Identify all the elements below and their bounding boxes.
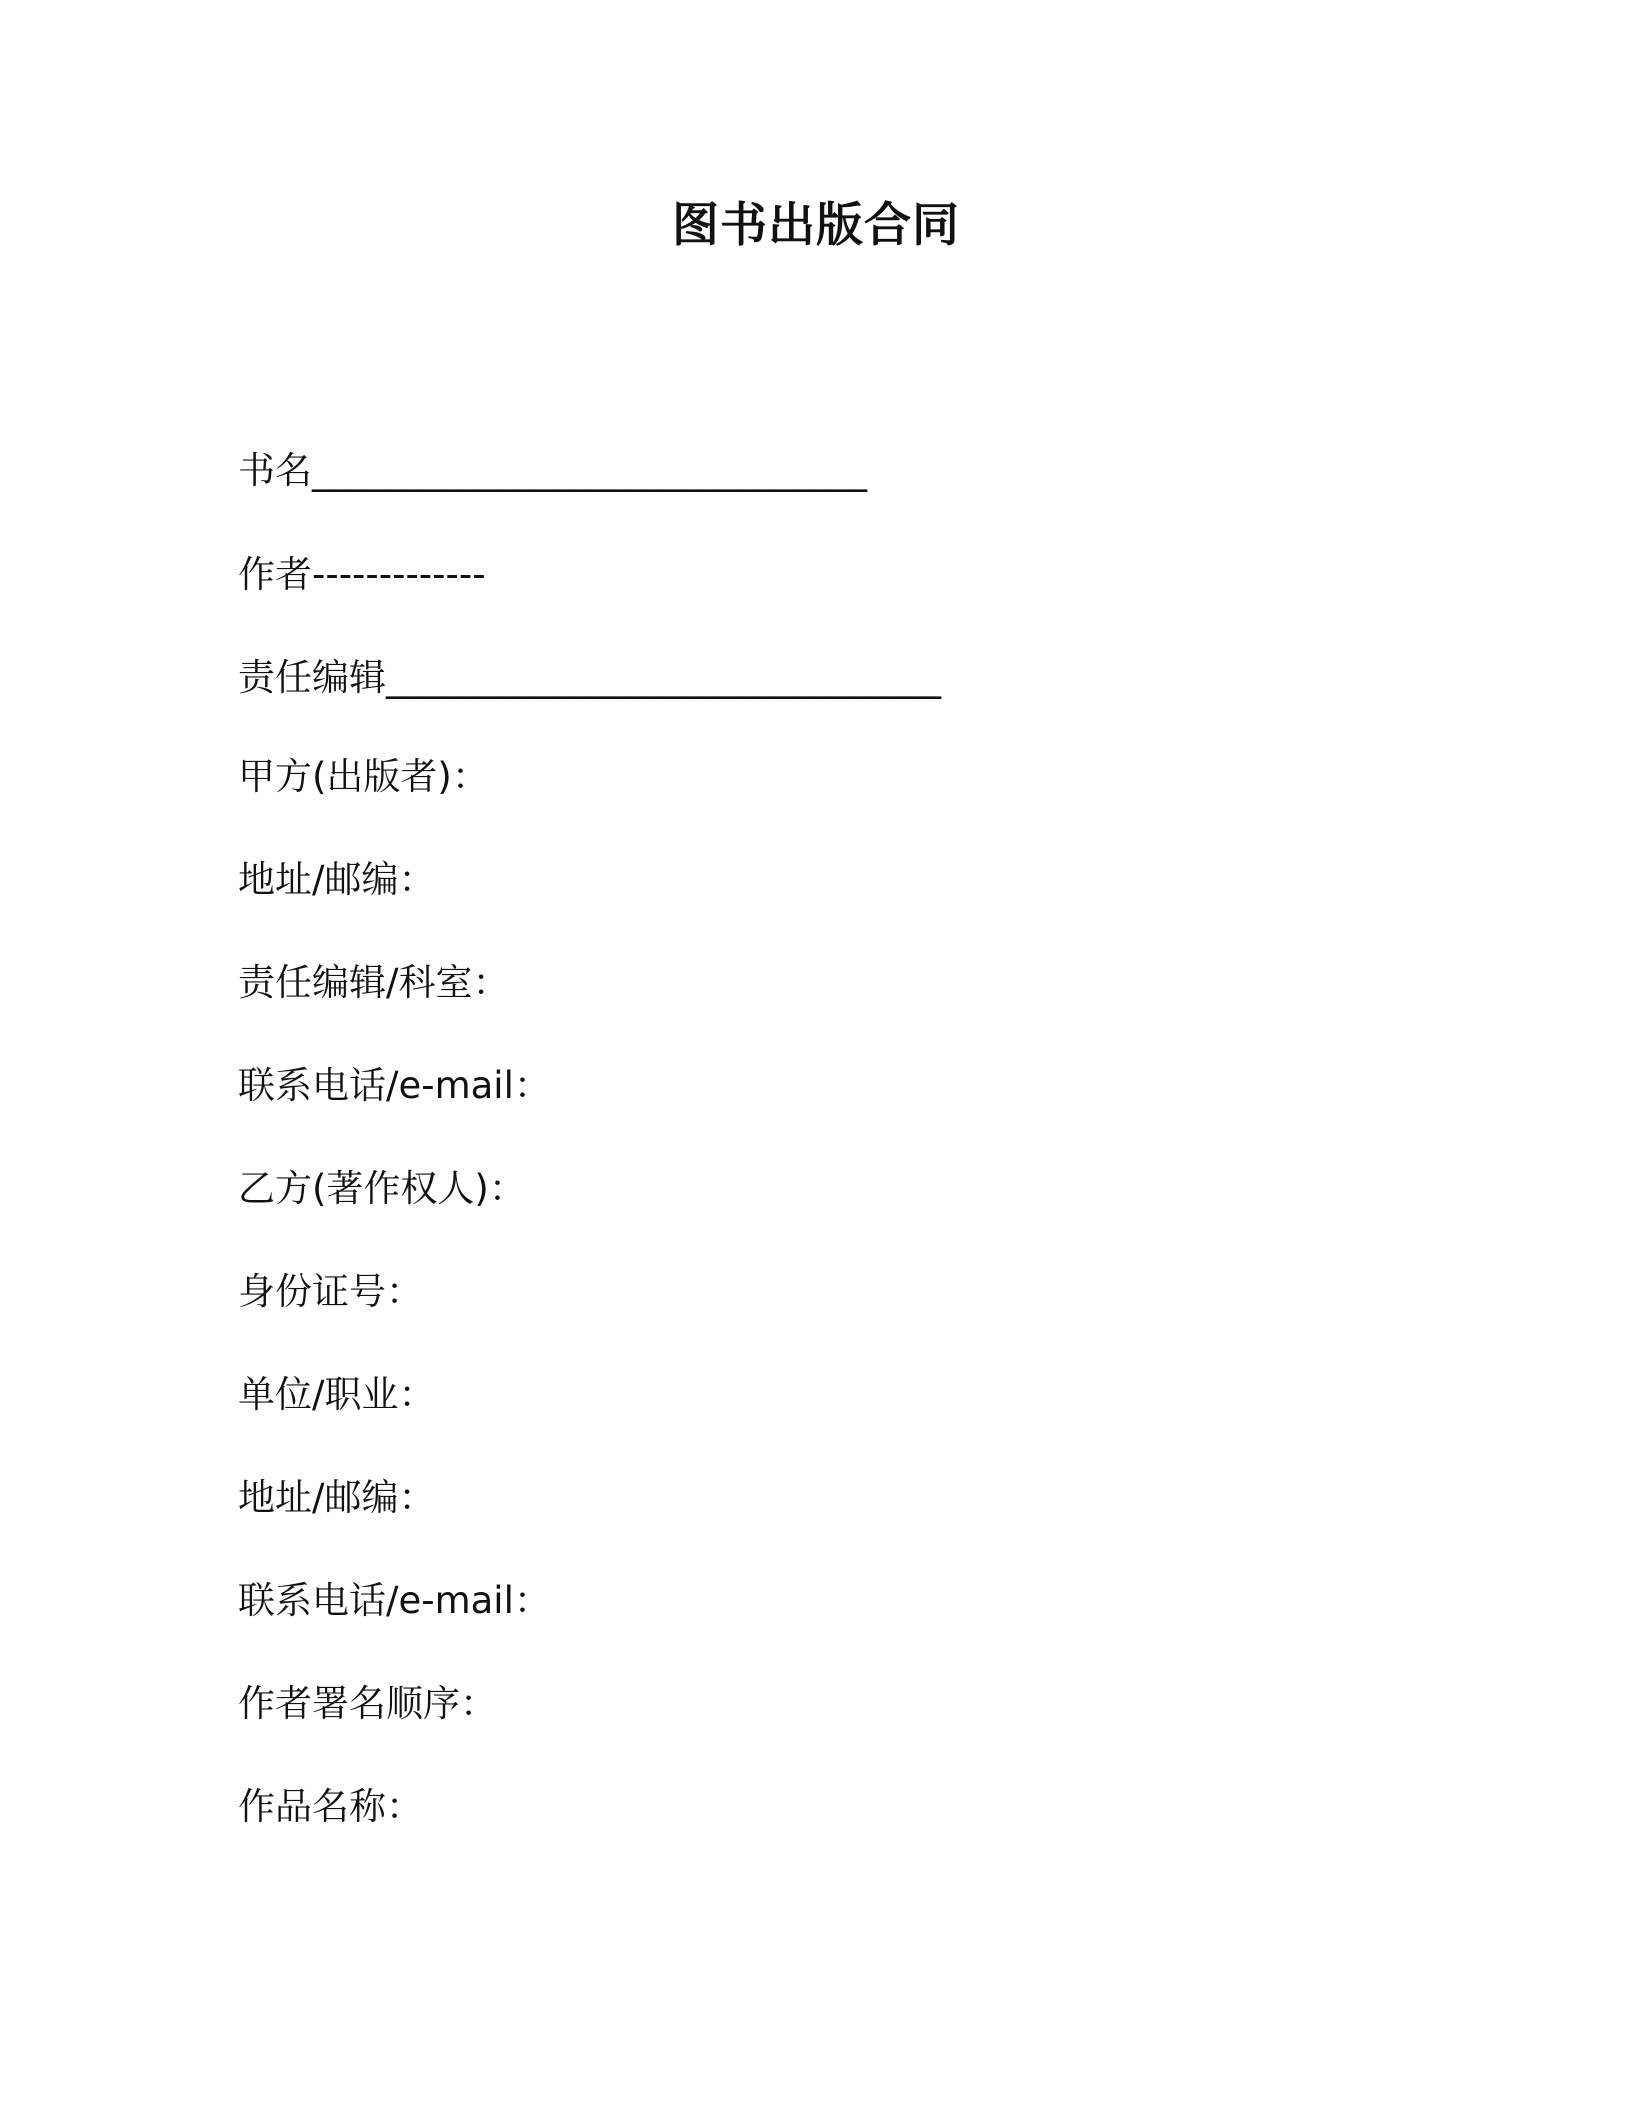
field-employer-occupation: 单位/职业： — [238, 1373, 436, 1416]
field-editor-department: 责任编辑/科室： — [238, 961, 510, 1004]
field-party-a-publisher: 甲方(出版者)： — [238, 755, 489, 798]
field-party-b-copyright: 乙方(著作权人)： — [238, 1167, 526, 1210]
field-party-a-contact: 联系电话/e-mail： — [238, 1064, 551, 1107]
field-author-signature-order: 作者署名顺序： — [238, 1682, 497, 1725]
field-party-b-address: 地址/邮编： — [238, 1476, 436, 1519]
field-author: 作者------------- — [238, 553, 486, 596]
document-title: 图书出版合同 — [672, 198, 960, 253]
field-work-name: 作品名称： — [238, 1785, 423, 1828]
field-party-a-address: 地址/邮编： — [238, 858, 436, 901]
field-id-number: 身份证号： — [238, 1270, 423, 1313]
field-book-title: 书名______________________________ — [238, 449, 867, 492]
field-party-b-contact: 联系电话/e-mail： — [238, 1579, 551, 1622]
field-responsible-editor: 责任编辑______________________________ — [238, 656, 941, 699]
